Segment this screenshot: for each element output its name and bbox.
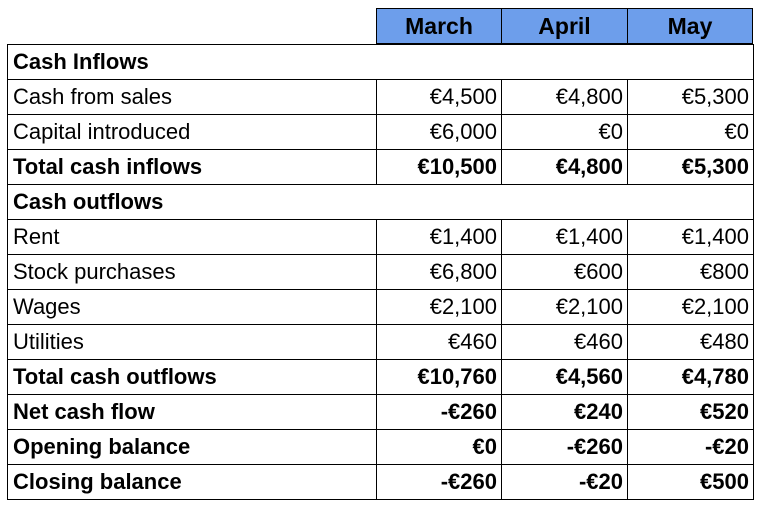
row-label: Net cash flow bbox=[8, 395, 377, 430]
cash-flow-table bbox=[7, 44, 754, 500]
cell-march: €2,100 bbox=[377, 290, 502, 325]
header-march: March bbox=[376, 8, 502, 44]
cell-march: €10,760 bbox=[377, 360, 502, 395]
row-label: Capital introduced bbox=[8, 115, 377, 150]
header-april: April bbox=[501, 8, 628, 44]
cell-april: €240 bbox=[502, 395, 628, 430]
cell-may: €5,300 bbox=[628, 150, 754, 185]
cell-march: €0 bbox=[377, 430, 502, 465]
row-label: Closing balance bbox=[8, 465, 377, 500]
cell-may: €800 bbox=[628, 255, 754, 290]
cell-april: €4,800 bbox=[502, 150, 628, 185]
table-row bbox=[8, 465, 754, 500]
cell-march: €460 bbox=[377, 325, 502, 360]
table-row bbox=[8, 290, 754, 325]
cell-may: €500 bbox=[628, 465, 754, 500]
table-row bbox=[8, 80, 754, 115]
cell-april: €600 bbox=[502, 255, 628, 290]
table-row bbox=[8, 395, 754, 430]
cell-may: -€20 bbox=[628, 430, 754, 465]
cell-march: €6,000 bbox=[377, 115, 502, 150]
cell-april: €4,560 bbox=[502, 360, 628, 395]
cell-april: -€20 bbox=[502, 465, 628, 500]
cell-march: -€260 bbox=[377, 465, 502, 500]
header-may: May bbox=[627, 8, 753, 44]
cell-april: -€260 bbox=[502, 430, 628, 465]
row-label: Rent bbox=[8, 220, 377, 255]
row-label: Total cash inflows bbox=[8, 150, 377, 185]
cell-march: €4,500 bbox=[377, 80, 502, 115]
row-label: Utilities bbox=[8, 325, 377, 360]
cell-april: €2,100 bbox=[502, 290, 628, 325]
cell-april: €4,800 bbox=[502, 80, 628, 115]
cell-april: €1,400 bbox=[502, 220, 628, 255]
table-row bbox=[8, 325, 754, 360]
cell-march: €6,800 bbox=[377, 255, 502, 290]
row-label: Stock purchases bbox=[8, 255, 377, 290]
table-row bbox=[8, 115, 754, 150]
cell-may: €520 bbox=[628, 395, 754, 430]
cell-may: €0 bbox=[628, 115, 754, 150]
table-row bbox=[8, 150, 754, 185]
table-row bbox=[8, 220, 754, 255]
row-label: Cash from sales bbox=[8, 80, 377, 115]
row-label: Wages bbox=[8, 290, 377, 325]
cell-march: €1,400 bbox=[377, 220, 502, 255]
cell-may: €4,780 bbox=[628, 360, 754, 395]
cell-may: €480 bbox=[628, 325, 754, 360]
table-row bbox=[8, 360, 754, 395]
cell-march: €10,500 bbox=[377, 150, 502, 185]
cell-may: €1,400 bbox=[628, 220, 754, 255]
cell-may: €5,300 bbox=[628, 80, 754, 115]
section-cash-inflows: Cash Inflows bbox=[8, 45, 754, 80]
cell-march: -€260 bbox=[377, 395, 502, 430]
row-label: Opening balance bbox=[8, 430, 377, 465]
section-cash-outflows: Cash outflows bbox=[8, 185, 754, 220]
cell-may: €2,100 bbox=[628, 290, 754, 325]
cell-april: €460 bbox=[502, 325, 628, 360]
table-row bbox=[8, 255, 754, 290]
row-label: Total cash outflows bbox=[8, 360, 377, 395]
table-row bbox=[8, 430, 754, 465]
cell-april: €0 bbox=[502, 115, 628, 150]
